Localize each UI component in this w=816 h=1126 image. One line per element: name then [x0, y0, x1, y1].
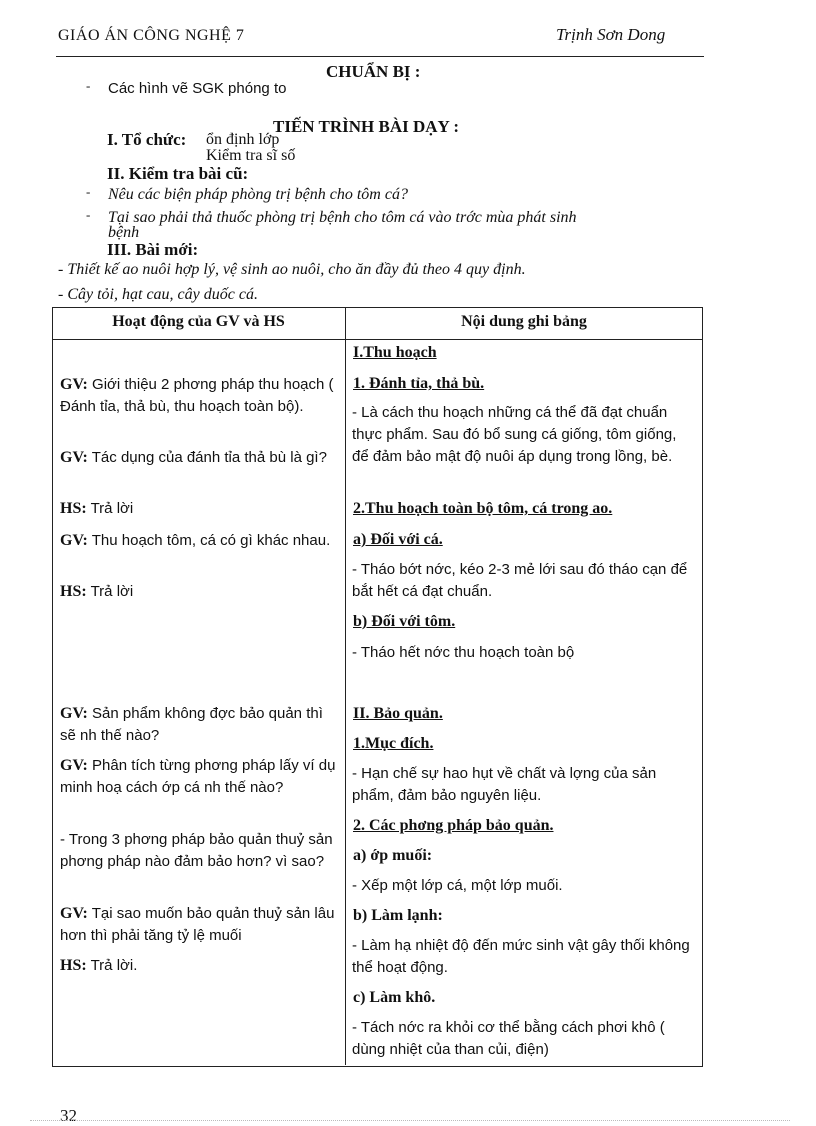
left-cell-hs2: HS: Trả lời: [60, 583, 134, 600]
subsection-purpose: 1.Mục đích.: [353, 735, 434, 752]
check-label: II. Kiểm tra bài cũ:: [107, 164, 249, 183]
purpose-text: - Hạn chế sự hao hụt về chất và lợng của sản phẩm, đảm bảo nguyên liệu.: [352, 765, 657, 804]
thinning-text: - Là cách thu hoạch những cá thể đã đạt chuẩn thực phẩm. Sau đó bổ sung cá giống, tôm giống, để đảm bảo mật độ nuôi áp dụng trong lồng, bè.: [352, 404, 677, 465]
note-1: - Thiết kế ao nuôi hợp lý, vệ sinh ao nuôi, cho ăn đầy đủ theo 4 quy định.: [58, 261, 526, 278]
left-cell-gv5: GV: Phân tích từng phơng pháp lấy ví dụ minh hoạ cách ớp cá nh thế nào?: [60, 757, 336, 796]
subsection-shrimp: b) Đối với tôm.: [353, 613, 456, 630]
left-cell-gv4: GV: Sản phẩm không đợc bảo quản thì sẽ nh thế nào?: [60, 705, 323, 744]
drying-text: - Tách nớc ra khỏi cơ thể bằng cách phơi khô ( dùng nhiệt của than củi, điện): [352, 1019, 665, 1058]
subsection-full-harvest: 2.Thu hoạch toàn bộ tôm, cá trong ao.: [353, 500, 613, 517]
bullet-dash: -: [86, 207, 91, 222]
page-number: 32: [60, 1106, 77, 1125]
method-drying: c) Làm khô.: [353, 989, 436, 1006]
prep-title: CHUẨN BỊ :: [326, 62, 421, 81]
left-cell-gv3: GV: Thu hoạch tôm, cá có gì khác nhau.: [60, 532, 331, 549]
left-cell-gv6: GV: Tại sao muốn bảo quản thuỷ sản lâu hơn thì phải tăng tỷ lệ muối: [60, 905, 335, 944]
question-1: Nêu các biện pháp phòng trị bệnh cho tôm cá?: [108, 186, 408, 203]
left-cell-question-3: - Trong 3 phơng pháp bảo quản thuỷ sản phơng pháp nào đảm bảo hơn? vì sao?: [60, 831, 333, 870]
question-2-line2: bệnh: [108, 224, 140, 241]
org-line1: ổn định lớp: [206, 131, 280, 148]
left-cell-hs1: HS: Trả lời: [60, 500, 134, 517]
bullet-dash: -: [86, 184, 91, 199]
left-cell-gv1: GV: Giới thiệu 2 phơng pháp thu hoạch ( Đánh tỉa, thả bù, thu hoạch toàn bộ).: [60, 376, 334, 415]
section-preservation: II. Bảo quản.: [353, 705, 443, 722]
left-cell-gv2: GV: Tác dụng của đánh tỉa thả bù là gì?: [60, 449, 327, 466]
fish-text: - Tháo bớt nớc, kéo 2-3 mẻ lới sau đó tháo cạn để bắt hết cá đạt chuẩn.: [352, 561, 688, 600]
method-cooling: b) Làm lạnh:: [353, 907, 443, 924]
shrimp-text: - Tháo hết nớc thu hoạch toàn bộ: [352, 644, 575, 661]
salting-text: - Xếp một lớp cá, một lớp muối.: [352, 877, 563, 894]
footer-rule: [30, 1120, 790, 1121]
org-label: I. Tổ chức:: [107, 130, 187, 149]
subsection-methods: 2. Các phơng pháp bảo quản.: [353, 817, 554, 834]
question-2-line1: Tại sao phải thả thuốc phòng trị bệnh cho tôm cá vào trớc mùa phát sinh: [108, 209, 577, 226]
cooling-text: - Làm hạ nhiệt độ đến mức sinh vật gây thối không thể hoạt động.: [352, 937, 690, 976]
table-column-divider: [345, 307, 346, 1065]
header-left-title: GIÁO ÁN CÔNG NGHỆ 7: [58, 27, 245, 44]
subsection-fish: a) Đối với cá.: [353, 531, 443, 548]
method-salting: a) ớp muối:: [353, 847, 433, 864]
prep-item: Các hình vẽ SGK phóng to: [108, 80, 287, 97]
lesson-title: TIẾN TRÌNH BÀI DẠY :: [273, 117, 460, 136]
section-harvest: I.Thu hoạch: [353, 344, 437, 361]
table-header-col2: Nội dung ghi bảng: [461, 313, 587, 330]
table-header-divider: [52, 339, 702, 340]
header-rule: [56, 56, 704, 57]
header-author: Trịnh Sơn Dong: [556, 25, 666, 44]
bullet-dash: -: [86, 78, 91, 93]
table-header-col1: Hoạt động của GV và HS: [112, 313, 285, 330]
subsection-thinning: 1. Đánh tỉa, thả bù.: [353, 375, 485, 392]
org-line2: Kiểm tra sĩ số: [206, 147, 296, 164]
left-cell-hs3: HS: Trả lời.: [60, 957, 138, 974]
new-lesson-label: III. Bài mới:: [107, 240, 199, 259]
note-2: - Cây tỏi, hạt cau, cây duốc cá.: [58, 286, 258, 303]
